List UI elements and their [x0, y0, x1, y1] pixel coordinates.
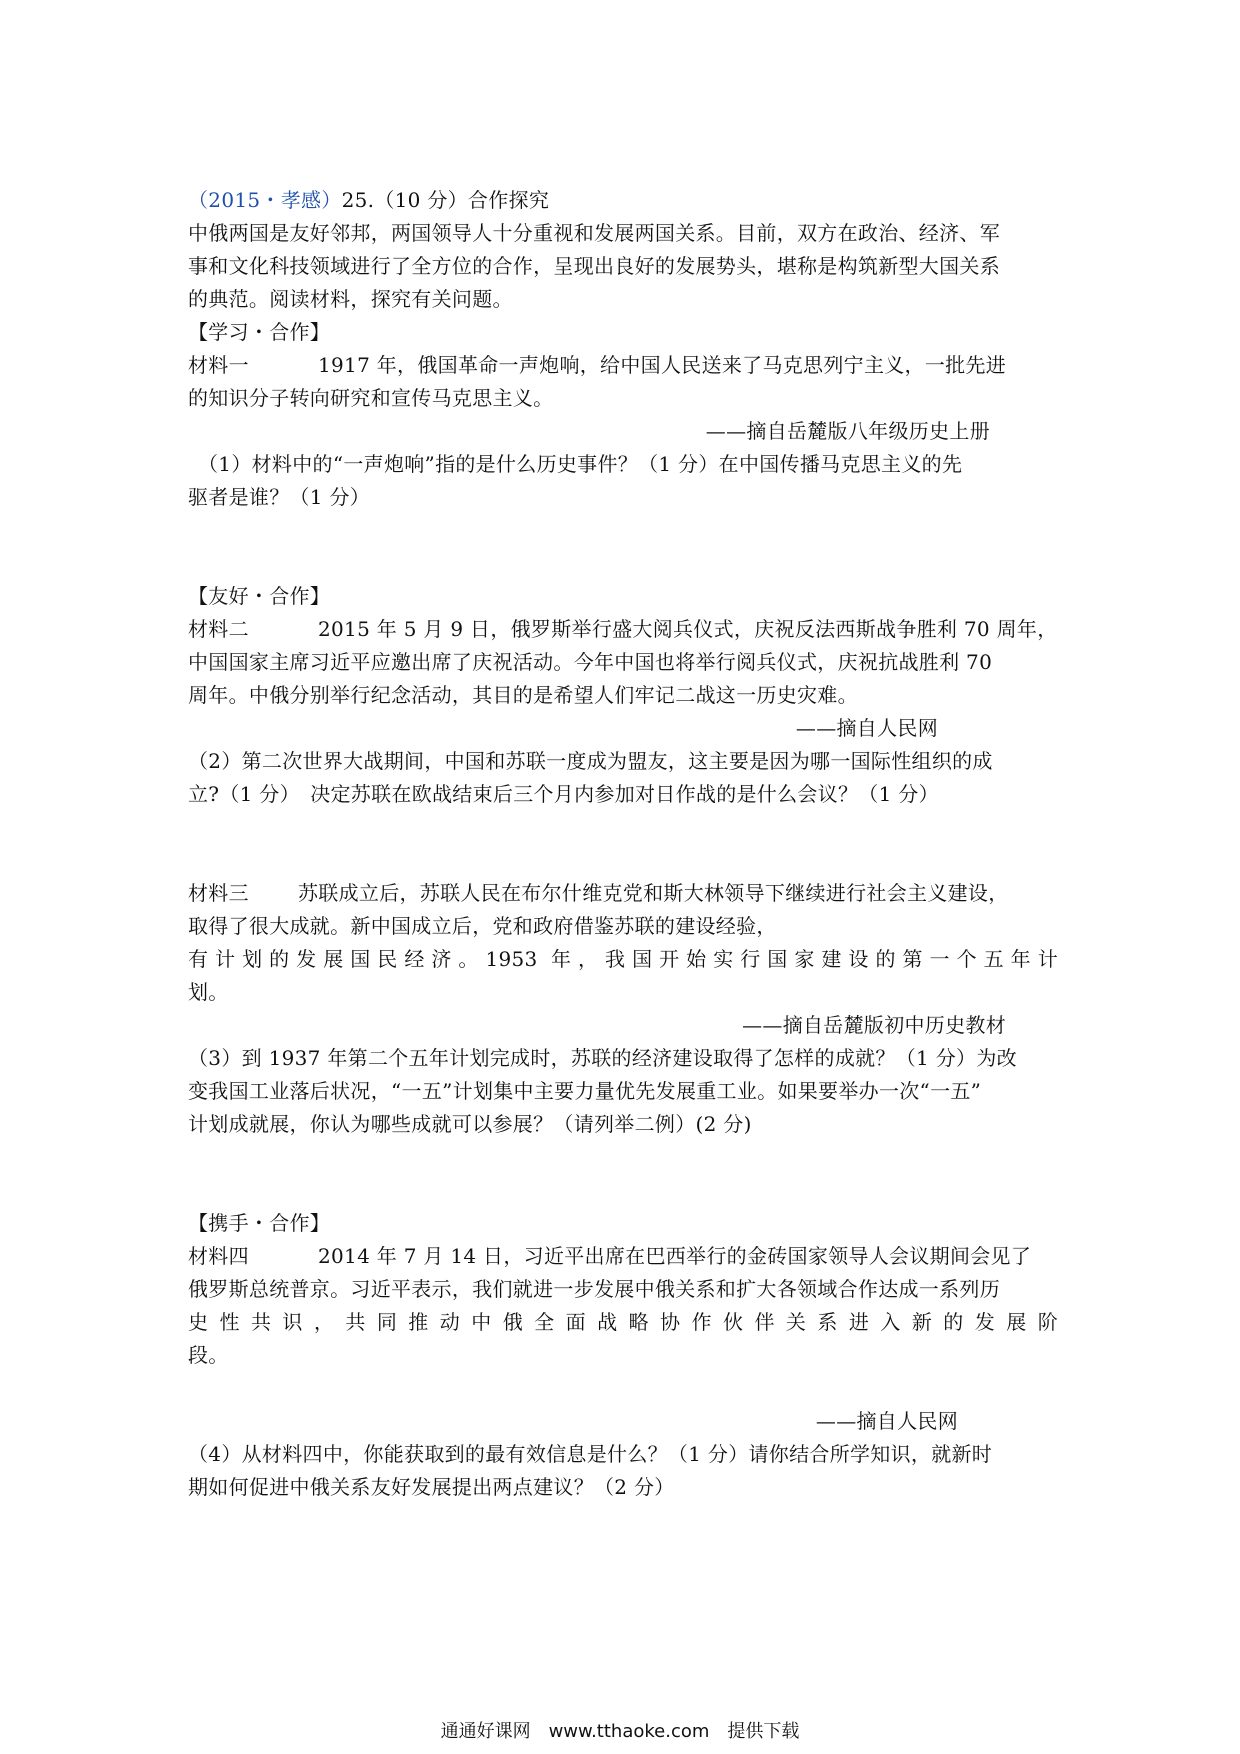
material-text: 2014 年 7 月 14 日，习近平出席在巴西举行的金砖国家领导人会议期间会见了 [318, 1244, 1032, 1268]
question-line: 立?（1 分） 决定苏联在欧战结束后三个月内参加对日作战的是什么会议？（1 分） [188, 782, 939, 806]
material-line: 取得了很大成就。新中国成立后，党和政府借鉴苏联的建设经验， [188, 914, 777, 938]
material-line [188, 613, 1058, 646]
intro-line: 事和文化科技领域进行了全方位的合作，呈现出良好的发展势头，堪称是构筑新型大国关系 [188, 254, 1000, 278]
material-line: 的知识分子转向研究和宣传马克思主义。 [188, 386, 554, 410]
answer-space [188, 811, 1058, 877]
answer-space [188, 1141, 1058, 1207]
material-text: 2015 年 5 月 9 日，俄罗斯举行盛大阅兵仪式，庆祝反法西斯战争胜利 70 周年， [318, 617, 1058, 641]
material-source: ——摘自岳麓版八年级历史上册 [705, 419, 990, 443]
material-label: 材料二 [188, 617, 249, 641]
spacer [188, 1372, 1058, 1405]
intro-line: 中俄两国是友好邻邦，两国领导人十分重视和发展两国关系。目前，双方在政治、经济、军 [188, 221, 1000, 245]
question-line: （3）到 1937 年第二个五年计划完成时，苏联的经济建设取得了怎样的成就？（1 分）为改 [188, 1046, 1017, 1070]
material-line: 周年。中俄分别举行纪念活动，其目的是希望人们牢记二战这一历史灾难。 [188, 683, 858, 707]
question-line: 计划成就展，你认为哪些成就可以参展？（请列举二例）(2 分) [188, 1112, 752, 1136]
section-heading: 【友好・合作】 [188, 584, 331, 608]
material-line: 划。 [188, 980, 229, 1004]
question-header [188, 184, 1058, 217]
material-label: 材料四 [188, 1244, 249, 1268]
material-text: 苏联成立后，苏联人民在布尔什维克党和斯大林领导下继续进行社会主义建设， [298, 881, 1009, 905]
material-line: 俄罗斯总统普京。习近平表示，我们就进一步发展中俄关系和扩大各领域合作达成一系列历 [188, 1277, 1000, 1301]
material-text: 1917 年，俄国革命一声炮响，给中国人民送来了马克思列宁主义，一批先进 [318, 353, 1007, 377]
material-line [188, 877, 1058, 910]
material-line: 段。 [188, 1343, 229, 1367]
section-heading: 【携手・合作】 [188, 1211, 331, 1235]
material-line: 史性共识，共同推动中俄全面战略协作伙伴关系进入新的发展阶 [188, 1310, 1058, 1334]
answer-space [188, 514, 1058, 580]
question-line: （2）第二次世界大战期间，中国和苏联一度成为盟友，这主要是因为哪一国际性组织的成 [188, 749, 993, 773]
material-label: 材料一 [188, 353, 249, 377]
question-line: 变我国工业落后状况，“一五”计划集中主要力量优先发展重工业。如果要举办一次“一五” [188, 1079, 982, 1103]
question-line: （4）从材料四中，你能获取到的最有效信息是什么？（1 分）请你结合所学知识，就新时 [188, 1442, 993, 1466]
material-label: 材料三 [188, 881, 249, 905]
material-source: ——摘自岳麓版初中历史教材 [742, 1013, 1006, 1037]
material-line [188, 349, 1058, 382]
material-line: 中国国家主席习近平应邀出席了庆祝活动。今年中国也将举行阅兵仪式，庆祝抗战胜利 70 [188, 650, 993, 674]
material-source: ——摘自人民网 [815, 1409, 958, 1433]
section-heading: 【学习・合作】 [188, 320, 331, 344]
exam-question [188, 184, 1058, 1504]
material-line: 有计划的发展国民经济。1953 年，我国开始实行国家建设的第一个五年计 [188, 947, 1058, 971]
exam-source-label: （2015・孝感） [188, 188, 342, 212]
question-number-score: 25.（10 分）合作探究 [341, 188, 550, 212]
question-line: 期如何促进中俄关系友好发展提出两点建议？（2 分） [188, 1475, 675, 1499]
question-line: （1）材料中的“一声炮响”指的是什么历史事件？（1 分）在中国传播马克思主义的先 [198, 452, 963, 476]
page-footer: 通通好课网 www.tthaoke.com 提供下载 [440, 1721, 800, 1742]
material-source: ——摘自人民网 [795, 716, 938, 740]
question-line: 驱者是谁？（1 分） [188, 485, 371, 509]
material-line [188, 1240, 1058, 1273]
intro-line: 的典范。阅读材料，探究有关问题。 [188, 287, 513, 311]
